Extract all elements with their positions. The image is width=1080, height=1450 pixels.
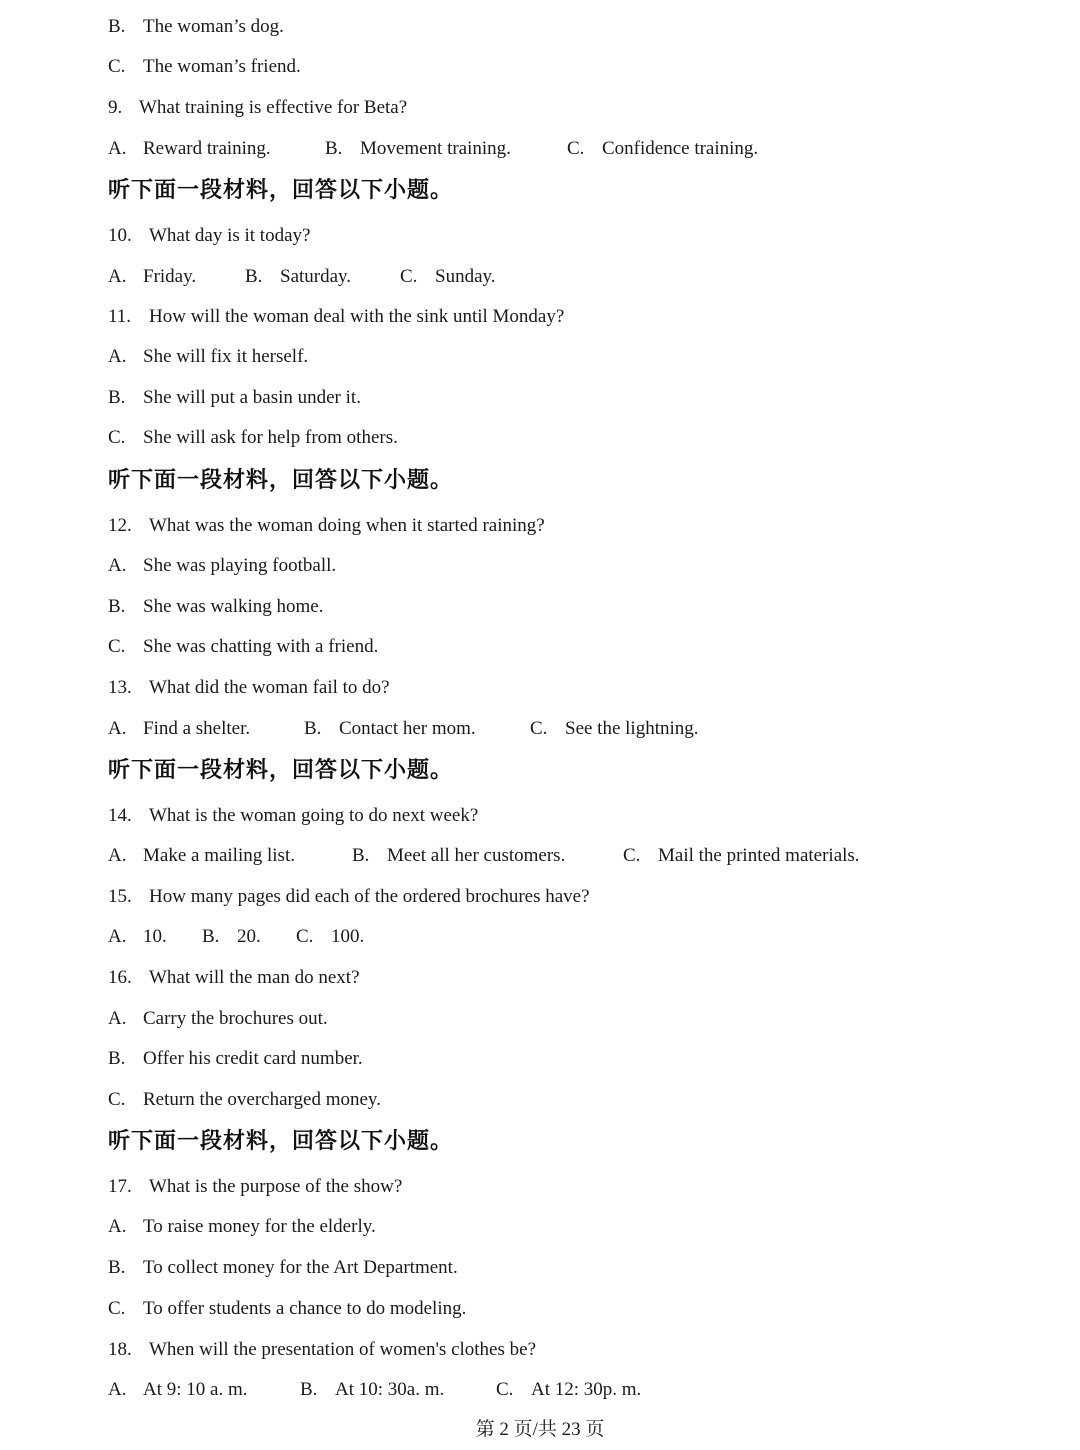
option-line bbox=[108, 14, 284, 40]
option-label: C. bbox=[108, 636, 126, 657]
option-label: A. bbox=[108, 1216, 127, 1237]
option-text: She will put a basin under it. bbox=[143, 387, 361, 408]
question-text: What did the woman fail to do? bbox=[149, 677, 390, 698]
question-10 bbox=[108, 223, 310, 249]
option-label: A. bbox=[108, 266, 127, 287]
page-footer: 第 2 页/共 23 页 bbox=[475, 1419, 605, 1440]
option-text: She will fix it herself. bbox=[143, 346, 309, 367]
section-heading: 听下面一段材料，回答以下小题。 bbox=[108, 1129, 454, 1154]
option-line bbox=[108, 385, 361, 411]
question-15 bbox=[108, 884, 590, 910]
option-line bbox=[108, 1296, 466, 1322]
option-a: Find a shelter. bbox=[143, 718, 251, 739]
option-b: Meet all her customers. bbox=[387, 845, 566, 866]
option-label: B. bbox=[108, 1257, 126, 1278]
question-14 bbox=[108, 803, 478, 829]
option-label: C. bbox=[108, 56, 126, 77]
question-12 bbox=[108, 513, 545, 539]
option-label: C. bbox=[567, 138, 585, 159]
question-number: 12. bbox=[108, 515, 132, 536]
options-row-14 bbox=[108, 843, 860, 869]
option-text: To offer students a chance to do modeling. bbox=[143, 1298, 467, 1319]
question-9 bbox=[108, 95, 407, 121]
option-label: B. bbox=[108, 596, 126, 617]
option-label: B. bbox=[352, 845, 370, 866]
option-line bbox=[108, 634, 378, 660]
options-row-18 bbox=[108, 1377, 641, 1403]
question-number: 15. bbox=[108, 886, 132, 907]
question-11 bbox=[108, 304, 564, 330]
question-17 bbox=[108, 1174, 402, 1200]
option-label: A. bbox=[108, 926, 127, 947]
option-text: Carry the brochures out. bbox=[143, 1008, 328, 1029]
option-label: B. bbox=[325, 138, 343, 159]
option-label: B. bbox=[108, 387, 126, 408]
option-label: C. bbox=[108, 1298, 126, 1319]
option-line bbox=[108, 344, 308, 370]
option-label: B. bbox=[245, 266, 263, 287]
option-label: C. bbox=[108, 427, 126, 448]
question-text: What will the man do next? bbox=[149, 967, 360, 988]
question-number: 18. bbox=[108, 1339, 132, 1360]
options-row-15 bbox=[108, 924, 364, 950]
option-c: Confidence training. bbox=[602, 138, 759, 159]
option-text: She was chatting with a friend. bbox=[143, 636, 379, 657]
option-line bbox=[108, 54, 301, 80]
option-line bbox=[108, 1255, 458, 1281]
option-label: C. bbox=[530, 718, 548, 739]
question-text: What was the woman doing when it started raining? bbox=[149, 515, 545, 536]
option-line bbox=[108, 594, 323, 620]
question-number: 16. bbox=[108, 967, 132, 988]
option-label: B. bbox=[300, 1379, 318, 1400]
section-heading: 听下面一段材料，回答以下小题。 bbox=[108, 178, 454, 203]
option-a: Reward training. bbox=[143, 138, 271, 159]
option-label: C. bbox=[496, 1379, 514, 1400]
option-label: B. bbox=[202, 926, 220, 947]
option-a: At 9: 10 a. m. bbox=[143, 1379, 248, 1400]
option-line bbox=[108, 1006, 328, 1032]
option-a: Friday. bbox=[143, 266, 197, 287]
option-label: A. bbox=[108, 138, 127, 159]
option-label: B. bbox=[108, 16, 126, 37]
option-label: A. bbox=[108, 555, 127, 576]
options-row-9 bbox=[108, 136, 758, 162]
option-c: Mail the printed materials. bbox=[658, 845, 860, 866]
option-text: Offer his credit card number. bbox=[143, 1048, 363, 1069]
question-text: What day is it today? bbox=[149, 225, 311, 246]
option-a: Make a mailing list. bbox=[143, 845, 295, 866]
option-text: The woman’s dog. bbox=[143, 16, 284, 37]
option-text: To raise money for the elderly. bbox=[143, 1216, 376, 1237]
option-a: 10. bbox=[143, 926, 167, 947]
option-label: C. bbox=[108, 1089, 126, 1110]
option-b: At 10: 30a. m. bbox=[335, 1379, 445, 1400]
option-line bbox=[108, 553, 336, 579]
question-text: What training is effective for Beta? bbox=[139, 97, 408, 118]
options-row-13 bbox=[108, 716, 699, 742]
question-number: 13. bbox=[108, 677, 132, 698]
option-label: B. bbox=[108, 1048, 126, 1069]
question-16 bbox=[108, 965, 360, 991]
option-line bbox=[108, 1214, 376, 1240]
option-label: A. bbox=[108, 845, 127, 866]
option-label: A. bbox=[108, 1379, 127, 1400]
options-row-10 bbox=[108, 264, 496, 290]
question-number: 10. bbox=[108, 225, 132, 246]
option-b: Contact her mom. bbox=[339, 718, 476, 739]
option-line bbox=[108, 1046, 363, 1072]
option-label: A. bbox=[108, 718, 127, 739]
question-number: 14. bbox=[108, 805, 132, 826]
option-c: At 12: 30p. m. bbox=[531, 1379, 642, 1400]
option-text: She was walking home. bbox=[143, 596, 324, 617]
option-line bbox=[108, 425, 398, 451]
option-c: See the lightning. bbox=[565, 718, 699, 739]
option-label: C. bbox=[296, 926, 314, 947]
option-text: She will ask for help from others. bbox=[143, 427, 398, 448]
question-text: How will the woman deal with the sink until Monday? bbox=[149, 306, 565, 327]
option-label: C. bbox=[400, 266, 418, 287]
option-text: The woman’s friend. bbox=[143, 56, 301, 77]
section-heading: 听下面一段材料，回答以下小题。 bbox=[108, 758, 454, 783]
option-b: 20. bbox=[237, 926, 261, 947]
question-18 bbox=[108, 1337, 536, 1363]
option-b: Saturday. bbox=[280, 266, 352, 287]
option-label: A. bbox=[108, 346, 127, 367]
question-text: What is the purpose of the show? bbox=[149, 1176, 403, 1197]
question-number: 17. bbox=[108, 1176, 132, 1197]
question-number: 11. bbox=[108, 306, 132, 327]
option-label: B. bbox=[304, 718, 322, 739]
option-b: Movement training. bbox=[360, 138, 511, 159]
section-heading: 听下面一段材料，回答以下小题。 bbox=[108, 468, 454, 493]
option-label: C. bbox=[623, 845, 641, 866]
question-text: When will the presentation of women's clothes be? bbox=[149, 1339, 537, 1360]
question-text: How many pages did each of the ordered brochures have? bbox=[149, 886, 590, 907]
option-line bbox=[108, 1087, 381, 1113]
option-text: She was playing football. bbox=[143, 555, 337, 576]
option-text: To collect money for the Art Department. bbox=[143, 1257, 458, 1278]
question-text: What is the woman going to do next week? bbox=[149, 805, 479, 826]
option-label: A. bbox=[108, 1008, 127, 1029]
option-text: Return the overcharged money. bbox=[143, 1089, 381, 1110]
question-13 bbox=[108, 675, 390, 701]
option-c: 100. bbox=[331, 926, 365, 947]
question-number: 9. bbox=[108, 97, 123, 118]
option-c: Sunday. bbox=[435, 266, 496, 287]
